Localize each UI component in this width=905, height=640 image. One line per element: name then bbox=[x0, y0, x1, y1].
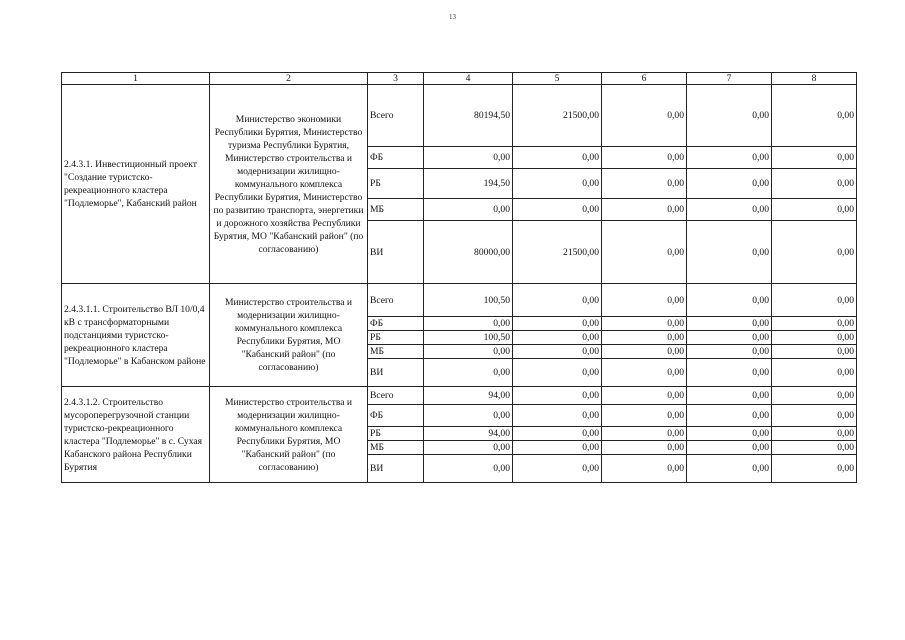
budget-table bbox=[61, 72, 857, 483]
value-cell: 0,00 bbox=[424, 199, 513, 221]
header-row bbox=[62, 73, 857, 85]
funding-source: МБ bbox=[368, 199, 424, 221]
value-cell: 0,00 bbox=[602, 147, 687, 169]
value-cell: 0,00 bbox=[602, 85, 687, 147]
value-cell: 0,00 bbox=[513, 387, 602, 405]
value-cell: 80194,50 bbox=[424, 85, 513, 147]
funding-source: РБ bbox=[368, 331, 424, 345]
value-cell: 0,00 bbox=[687, 221, 772, 284]
value-cell: 0,00 bbox=[513, 455, 602, 483]
executor-cell: Министерство строительства и модернизации жилищно-коммунального комплекса Республики Бурятия, МО "Кабанский район" (по согласованию) bbox=[210, 284, 368, 387]
value-cell: 0,00 bbox=[687, 169, 772, 199]
value-cell: 0,00 bbox=[424, 359, 513, 387]
value-cell: 0,00 bbox=[772, 85, 857, 147]
value-cell: 80000,00 bbox=[424, 221, 513, 284]
value-cell: 94,00 bbox=[424, 427, 513, 441]
value-cell: 0,00 bbox=[513, 169, 602, 199]
value-cell: 0,00 bbox=[513, 359, 602, 387]
funding-source: РБ bbox=[368, 169, 424, 199]
header-cell: 8 bbox=[772, 73, 857, 85]
funding-source: Всего bbox=[368, 284, 424, 317]
funding-source: ВИ bbox=[368, 221, 424, 284]
funding-source: ВИ bbox=[368, 359, 424, 387]
value-cell: 0,00 bbox=[513, 199, 602, 221]
value-cell: 0,00 bbox=[687, 405, 772, 427]
value-cell: 0,00 bbox=[602, 387, 687, 405]
funding-source: Всего bbox=[368, 85, 424, 147]
value-cell: 194,50 bbox=[424, 169, 513, 199]
value-cell: 0,00 bbox=[424, 317, 513, 331]
value-cell: 0,00 bbox=[602, 455, 687, 483]
value-cell: 0,00 bbox=[687, 387, 772, 405]
value-cell: 0,00 bbox=[687, 345, 772, 359]
value-cell: 100,50 bbox=[424, 331, 513, 345]
value-cell: 0,00 bbox=[513, 427, 602, 441]
value-cell: 0,00 bbox=[424, 441, 513, 455]
value-cell: 0,00 bbox=[424, 345, 513, 359]
value-cell: 0,00 bbox=[687, 455, 772, 483]
value-cell: 0,00 bbox=[513, 405, 602, 427]
value-cell: 21500,00 bbox=[513, 221, 602, 284]
value-cell: 0,00 bbox=[772, 427, 857, 441]
value-cell: 0,00 bbox=[513, 317, 602, 331]
value-cell: 0,00 bbox=[772, 317, 857, 331]
funding-source: Всего bbox=[368, 387, 424, 405]
header-cell: 2 bbox=[210, 73, 368, 85]
value-cell: 94,00 bbox=[424, 387, 513, 405]
value-cell: 0,00 bbox=[602, 317, 687, 331]
value-cell: 0,00 bbox=[772, 345, 857, 359]
executor-cell: Министерство строительства и модернизации жилищно-коммунального комплекса Республики Бурятия, МО "Кабанский район" (по согласованию) bbox=[210, 387, 368, 483]
value-cell: 0,00 bbox=[772, 441, 857, 455]
table-row bbox=[62, 85, 857, 147]
value-cell: 0,00 bbox=[687, 441, 772, 455]
value-cell: 0,00 bbox=[772, 455, 857, 483]
value-cell: 0,00 bbox=[772, 221, 857, 284]
header-cell: 4 bbox=[424, 73, 513, 85]
value-cell: 0,00 bbox=[513, 284, 602, 317]
value-cell: 21500,00 bbox=[513, 85, 602, 147]
measure-name: 2.4.3.1.1. Строительство ВЛ 10/0,4 кВ с трансформаторными подстанциями туристско-рекреационного кластера "Подлеморье" в Кабанском районе bbox=[62, 284, 210, 387]
value-cell: 0,00 bbox=[602, 405, 687, 427]
value-cell: 0,00 bbox=[602, 284, 687, 317]
measure-name: 2.4.3.1.2. Строительство мусороперегрузочной станции туристско-рекреационного кластера "Подлеморье" в с. Сухая Кабанского района Республики Бурятия bbox=[62, 387, 210, 483]
funding-source: ФБ bbox=[368, 317, 424, 331]
funding-source: МБ bbox=[368, 441, 424, 455]
header-cell: 7 bbox=[687, 73, 772, 85]
value-cell: 0,00 bbox=[687, 147, 772, 169]
header-cell: 5 bbox=[513, 73, 602, 85]
funding-source: РБ bbox=[368, 427, 424, 441]
table-row bbox=[62, 284, 857, 317]
value-cell: 0,00 bbox=[424, 455, 513, 483]
value-cell: 0,00 bbox=[772, 359, 857, 387]
value-cell: 0,00 bbox=[687, 199, 772, 221]
value-cell: 0,00 bbox=[772, 147, 857, 169]
value-cell: 0,00 bbox=[602, 441, 687, 455]
value-cell: 0,00 bbox=[687, 331, 772, 345]
value-cell: 0,00 bbox=[424, 147, 513, 169]
value-cell: 0,00 bbox=[513, 331, 602, 345]
value-cell: 0,00 bbox=[513, 147, 602, 169]
value-cell: 0,00 bbox=[602, 345, 687, 359]
value-cell: 0,00 bbox=[687, 85, 772, 147]
table-row bbox=[62, 387, 857, 405]
value-cell: 100,50 bbox=[424, 284, 513, 317]
header-cell: 1 bbox=[62, 73, 210, 85]
value-cell: 0,00 bbox=[772, 387, 857, 405]
value-cell: 0,00 bbox=[772, 405, 857, 427]
funding-source: ФБ bbox=[368, 405, 424, 427]
value-cell: 0,00 bbox=[772, 199, 857, 221]
value-cell: 0,00 bbox=[772, 169, 857, 199]
value-cell: 0,00 bbox=[772, 331, 857, 345]
funding-source: ФБ bbox=[368, 147, 424, 169]
value-cell: 0,00 bbox=[602, 427, 687, 441]
value-cell: 0,00 bbox=[513, 441, 602, 455]
executor-cell: Министерство экономики Республики Бурятия, Министерство туризма Республики Бурятия, Министерство строительства и модернизации жилищно-коммунального комплекса Республики Бурятия, Министерство по развитию транспорта, энергетики и дорожного хозяйства Республики Бурятия, МО "Кабанский район" (по согласованию) bbox=[210, 85, 368, 284]
header-cell: 6 bbox=[602, 73, 687, 85]
header-cell: 3 bbox=[368, 73, 424, 85]
value-cell: 0,00 bbox=[602, 199, 687, 221]
value-cell: 0,00 bbox=[602, 169, 687, 199]
page-number: 13 bbox=[449, 13, 456, 21]
funding-source: ВИ bbox=[368, 455, 424, 483]
value-cell: 0,00 bbox=[602, 359, 687, 387]
value-cell: 0,00 bbox=[772, 284, 857, 317]
value-cell: 0,00 bbox=[687, 284, 772, 317]
measure-name: 2.4.3.1. Инвестиционный проект "Создание туристско-рекреационного кластера "Подлеморье", Кабанский район bbox=[62, 85, 210, 284]
value-cell: 0,00 bbox=[424, 405, 513, 427]
value-cell: 0,00 bbox=[687, 427, 772, 441]
value-cell: 0,00 bbox=[513, 345, 602, 359]
value-cell: 0,00 bbox=[687, 359, 772, 387]
value-cell: 0,00 bbox=[602, 221, 687, 284]
funding-source: МБ bbox=[368, 345, 424, 359]
value-cell: 0,00 bbox=[602, 331, 687, 345]
value-cell: 0,00 bbox=[687, 317, 772, 331]
